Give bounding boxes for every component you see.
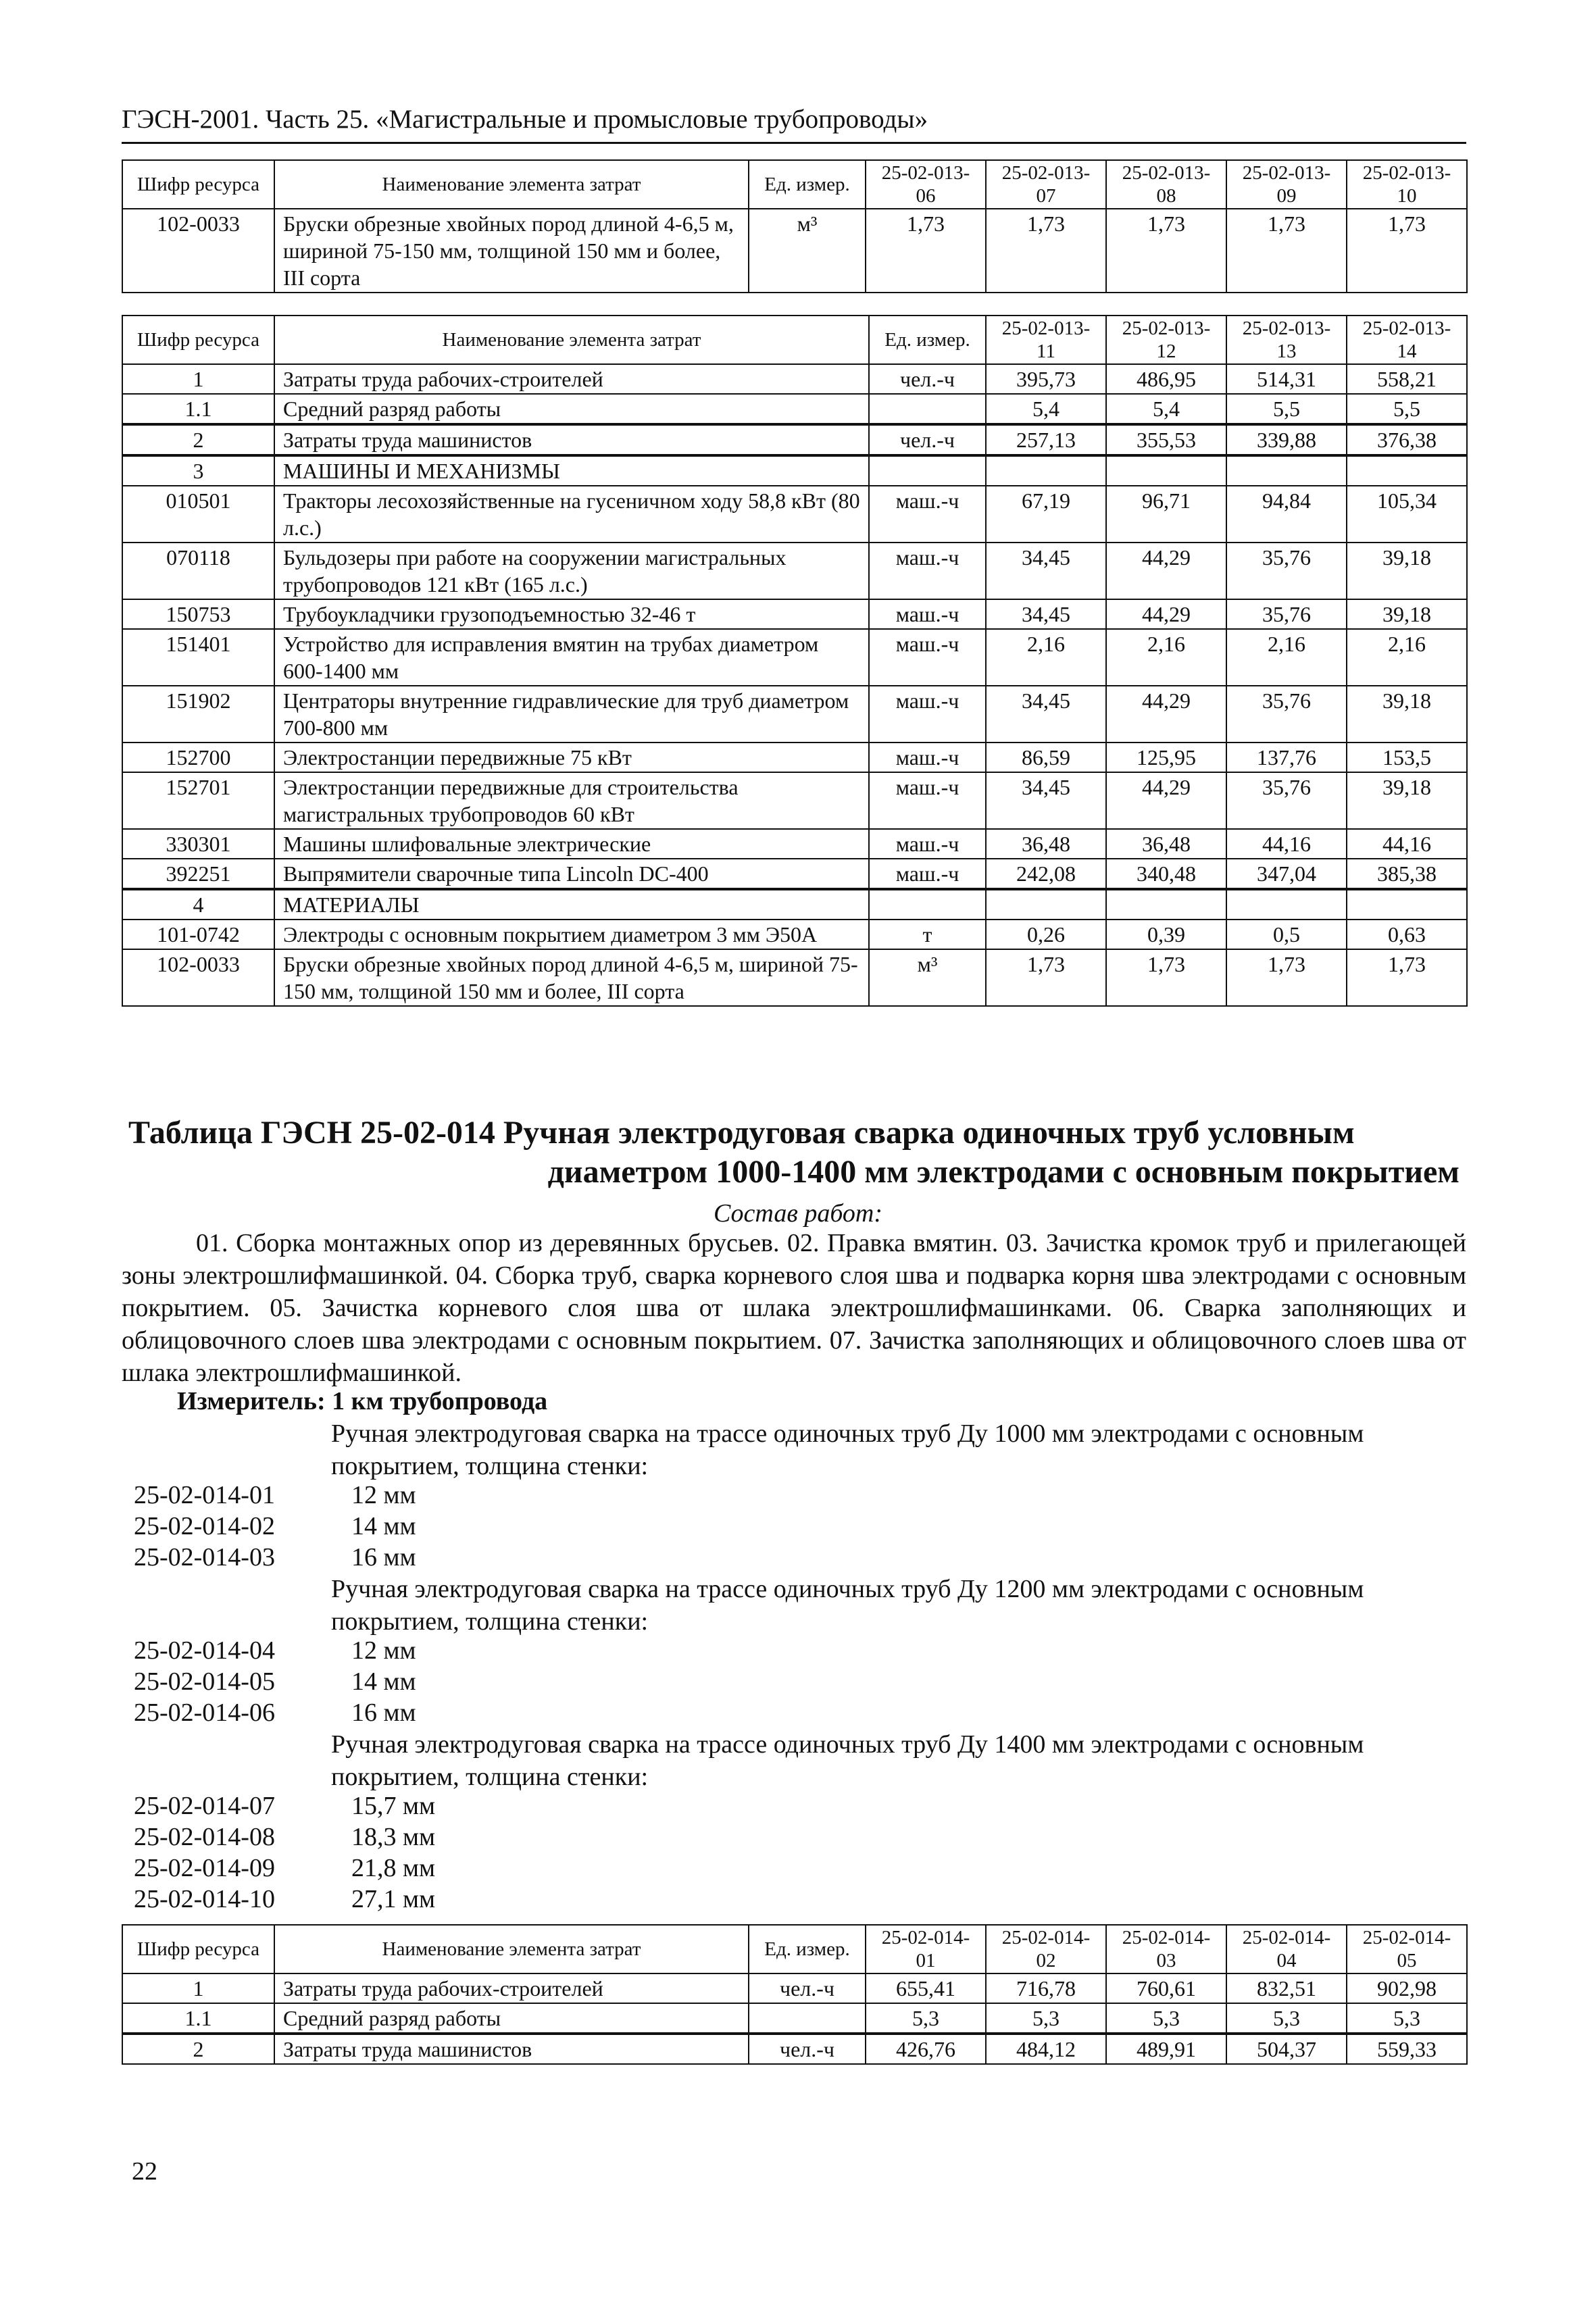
table-row <box>122 209 1467 293</box>
table-row <box>122 486 1467 543</box>
resource-value: 39,18 <box>1347 599 1467 629</box>
resource-value: 489,91 <box>1106 2034 1226 2064</box>
list-item <box>134 1666 416 1697</box>
table-title <box>128 1113 1460 1192</box>
resource-code: 010501 <box>122 486 274 543</box>
page-number: 22 <box>132 2157 157 2186</box>
resource-value: 96,71 <box>1106 486 1226 543</box>
resource-code: 1.1 <box>122 2003 274 2034</box>
resource-unit <box>869 394 986 424</box>
resource-value: 39,18 <box>1347 543 1467 599</box>
resource-code: 2 <box>122 424 274 455</box>
resource-value: 395,73 <box>986 364 1106 394</box>
resource-value: 1,73 <box>1106 949 1226 1006</box>
resource-name: Бруски обрезные хвойных пород длиной 4-6,5 м, шириной 75-150 мм, толщиной 150 мм и более, III сорта <box>274 949 869 1006</box>
resource-value: 2,16 <box>1347 629 1467 686</box>
resource-value <box>986 455 1106 486</box>
resource-value: 39,18 <box>1347 686 1467 743</box>
table-row <box>122 629 1467 686</box>
resource-name: Устройство для исправления вмятин на трубах диаметром 600-1400 мм <box>274 629 869 686</box>
works-heading: Состав работ: <box>713 1199 883 1228</box>
resource-table-013-11-14 <box>122 315 1468 1007</box>
header-code: Шифр ресурса <box>122 160 274 209</box>
table-title-line: диаметром 1000-1400 мм электродами с основным покрытием <box>547 1154 1460 1190</box>
works-description: 01. Сборка монтажных опор из деревянных брусьев. 02. Правка вмятин. 03. Зачистка кромок труб и прилегающей зоны электрошлифмашинкой. 04. Сборка труб, сварка корневого слоя шва и подварка корня шва электродами с основным покрытием. 05. Зачистка корневого слоя шва от шлака электрошлифмашинками. 06. Сварка заполняющих и облицовочного слоев шва электродами с основным покрытием. 07. Зачистка заполняющих и облицовочного слоев шва от шлака электрошлифмашинкой. <box>122 1229 1466 1387</box>
resource-value <box>1106 455 1226 486</box>
resource-code: 151401 <box>122 629 274 686</box>
resource-value: 339,88 <box>1226 424 1347 455</box>
resource-value: 1,73 <box>1347 209 1467 293</box>
resource-value: 105,34 <box>1347 486 1467 543</box>
header-column: 25-02-013-07 <box>986 160 1106 209</box>
resource-unit: маш.-ч <box>869 686 986 743</box>
list-item <box>134 1853 435 1884</box>
table-row <box>122 1973 1467 2003</box>
header-column: 25-02-013-09 <box>1226 160 1347 209</box>
resource-code: 070118 <box>122 543 274 599</box>
item-value: 27,1 мм <box>351 1885 436 1913</box>
resource-value: 44,29 <box>1106 772 1226 829</box>
resource-value: 34,45 <box>986 686 1106 743</box>
resource-value: 137,76 <box>1226 743 1347 772</box>
resource-unit: м³ <box>869 949 986 1006</box>
group-title: Ручная электродуговая сварка на трассе одиночных труб Ду 1000 мм электродами с основным покрытием, толщина стенки: <box>331 1419 1364 1480</box>
header-column: 25-02-013-14 <box>1347 316 1467 364</box>
header-unit: Ед. измер. <box>749 1925 866 1973</box>
resource-code: 101-0742 <box>122 920 274 949</box>
list-item <box>134 1821 435 1853</box>
table-row <box>122 424 1467 455</box>
table-row <box>122 772 1467 829</box>
resource-value: 94,84 <box>1226 486 1347 543</box>
header-name: Наименование элемента затрат <box>274 1925 749 1973</box>
resource-code: 152701 <box>122 772 274 829</box>
resource-value: 125,95 <box>1106 743 1226 772</box>
resource-value <box>1347 889 1467 920</box>
item-value: 14 мм <box>351 1667 416 1696</box>
resource-value: 5,4 <box>986 394 1106 424</box>
resource-unit: маш.-ч <box>869 829 986 859</box>
item-value: 14 мм <box>351 1512 416 1540</box>
resource-value: 1,73 <box>1226 949 1347 1006</box>
resource-unit: чел.-ч <box>869 364 986 394</box>
resource-name: Затраты труда рабочих-строителей <box>274 1973 749 2003</box>
resource-unit: маш.-ч <box>869 543 986 599</box>
header-name: Наименование элемента затрат <box>274 316 869 364</box>
table-row <box>122 859 1467 889</box>
resource-name: Центраторы внутренние гидравлические для труб диаметром 700-800 мм <box>274 686 869 743</box>
header-unit: Ед. измер. <box>749 160 866 209</box>
item-code: 25-02-014-06 <box>134 1699 275 1727</box>
item-value: 21,8 мм <box>351 1854 436 1882</box>
table-row <box>122 2034 1467 2064</box>
resource-value: 5,5 <box>1226 394 1347 424</box>
header-name: Наименование элемента затрат <box>274 160 749 209</box>
list-item <box>134 1542 416 1573</box>
resource-value: 44,29 <box>1106 686 1226 743</box>
resource-value: 39,18 <box>1347 772 1467 829</box>
resource-value: 655,41 <box>866 1973 986 2003</box>
list-item <box>134 1480 416 1511</box>
resource-value: 153,5 <box>1347 743 1467 772</box>
table-row <box>122 743 1467 772</box>
resource-value: 1,73 <box>866 209 986 293</box>
resource-code: 1.1 <box>122 394 274 424</box>
resource-value: 0,63 <box>1347 920 1467 949</box>
item-value: 16 мм <box>351 1543 416 1571</box>
resource-name: Выпрямители сварочные типа Lincoln DC-400 <box>274 859 869 889</box>
resource-name: Машины шлифовальные электрические <box>274 829 869 859</box>
resource-value: 0,5 <box>1226 920 1347 949</box>
resource-value: 385,38 <box>1347 859 1467 889</box>
resource-unit: чел.-ч <box>749 1973 866 2003</box>
resource-code: 151902 <box>122 686 274 743</box>
table-row <box>122 543 1467 599</box>
resource-value <box>1226 889 1347 920</box>
resource-name: Бруски обрезные хвойных пород длиной 4-6,5 м, шириной 75-150 мм, толщиной 150 мм и более, III сорта <box>274 209 749 293</box>
item-code: 25-02-014-01 <box>134 1481 275 1509</box>
table-row <box>122 829 1467 859</box>
item-value: 16 мм <box>351 1699 416 1727</box>
resource-value: 242,08 <box>986 859 1106 889</box>
resource-value: 67,19 <box>986 486 1106 543</box>
resource-unit: маш.-ч <box>869 743 986 772</box>
item-code: 25-02-014-07 <box>134 1792 275 1820</box>
resource-value: 340,48 <box>1106 859 1226 889</box>
resource-value: 1,73 <box>986 209 1106 293</box>
resource-value: 1,73 <box>986 949 1106 1006</box>
header-column: 25-02-014-02 <box>986 1925 1106 1973</box>
resource-value: 504,37 <box>1226 2034 1347 2064</box>
resource-value: 2,16 <box>1226 629 1347 686</box>
resource-code: 4 <box>122 889 274 920</box>
resource-table-014-01-05 <box>122 1924 1468 2065</box>
resource-unit <box>869 889 986 920</box>
resource-name: МАТЕРИАЛЫ <box>274 889 869 920</box>
resource-code: 102-0033 <box>122 209 274 293</box>
table-row <box>122 949 1467 1006</box>
resource-value: 376,38 <box>1347 424 1467 455</box>
item-value: 12 мм <box>351 1636 416 1665</box>
resource-name: Трубоукладчики грузоподъемностью 32-46 т <box>274 599 869 629</box>
list-item <box>134 1790 435 1821</box>
item-value: 18,3 мм <box>351 1823 436 1851</box>
resource-value: 5,4 <box>1106 394 1226 424</box>
resource-value: 559,33 <box>1347 2034 1467 2064</box>
resource-name: Электроды с основным покрытием диаметром 3 мм Э50А <box>274 920 869 949</box>
table-row <box>122 364 1467 394</box>
resource-value: 34,45 <box>986 772 1106 829</box>
resource-value: 486,95 <box>1106 364 1226 394</box>
resource-value <box>1226 455 1347 486</box>
item-code: 25-02-014-08 <box>134 1823 275 1851</box>
table-row <box>122 2003 1467 2034</box>
resource-name: МАШИНЫ И МЕХАНИЗМЫ <box>274 455 869 486</box>
resource-name: Средний разряд работы <box>274 394 869 424</box>
header-column: 25-02-014-05 <box>1347 1925 1467 1973</box>
resource-value: 5,3 <box>866 2003 986 2034</box>
resource-code: 1 <box>122 364 274 394</box>
resource-value: 5,3 <box>1106 2003 1226 2034</box>
resource-value: 5,3 <box>986 2003 1106 2034</box>
list-item <box>134 1635 416 1666</box>
resource-name: Бульдозеры при работе на сооружении магистральных трубопроводов 121 кВт (165 л.с.) <box>274 543 869 599</box>
table-row <box>122 889 1467 920</box>
resource-name: Затраты труда рабочих-строителей <box>274 364 869 394</box>
resource-value: 35,76 <box>1226 543 1347 599</box>
resource-value: 35,76 <box>1226 772 1347 829</box>
resource-value: 2,16 <box>1106 629 1226 686</box>
item-value: 12 мм <box>351 1481 416 1509</box>
item-code: 25-02-014-04 <box>134 1636 275 1665</box>
resource-code: 3 <box>122 455 274 486</box>
resource-code: 392251 <box>122 859 274 889</box>
item-code: 25-02-014-10 <box>134 1885 275 1913</box>
list-item <box>134 1697 416 1728</box>
resource-code: 150753 <box>122 599 274 629</box>
resource-unit: м³ <box>749 209 866 293</box>
resource-name: Средний разряд работы <box>274 2003 749 2034</box>
resource-value: 0,39 <box>1106 920 1226 949</box>
item-value: 15,7 мм <box>351 1792 436 1820</box>
resource-value: 1,73 <box>1347 949 1467 1006</box>
resource-code: 2 <box>122 2034 274 2064</box>
resource-value: 35,76 <box>1226 686 1347 743</box>
item-code: 25-02-014-03 <box>134 1543 275 1571</box>
resource-unit <box>869 455 986 486</box>
header-code: Шифр ресурса <box>122 1925 274 1973</box>
resource-value: 484,12 <box>986 2034 1106 2064</box>
group-title: Ручная электродуговая сварка на трассе одиночных труб Ду 1200 мм электродами с основным покрытием, толщина стенки: <box>331 1575 1364 1636</box>
item-code: 25-02-014-05 <box>134 1667 275 1696</box>
resource-name: Электростанции передвижные 75 кВт <box>274 743 869 772</box>
resource-value: 1,73 <box>1226 209 1347 293</box>
resource-name: Затраты труда машинистов <box>274 424 869 455</box>
header-code: Шифр ресурса <box>122 316 274 364</box>
resource-table-013-06-10 <box>122 159 1468 293</box>
resource-value: 34,45 <box>986 599 1106 629</box>
resource-value: 44,29 <box>1106 543 1226 599</box>
meter-unit: Измеритель: 1 км трубопровода <box>177 1387 548 1415</box>
resource-value: 0,26 <box>986 920 1106 949</box>
resource-value: 832,51 <box>1226 1973 1347 2003</box>
group-title: Ручная электродуговая сварка на трассе одиночных труб Ду 1400 мм электродами с основным покрытием, толщина стенки: <box>331 1730 1364 1791</box>
resource-value <box>1106 889 1226 920</box>
resource-name: Затраты труда машинистов <box>274 2034 749 2064</box>
resource-value: 5,3 <box>1226 2003 1347 2034</box>
resource-value <box>986 889 1106 920</box>
resource-value: 5,5 <box>1347 394 1467 424</box>
header-column: 25-02-013-08 <box>1106 160 1226 209</box>
list-item <box>134 1511 416 1542</box>
resource-value: 35,76 <box>1226 599 1347 629</box>
resource-value: 355,53 <box>1106 424 1226 455</box>
table-row <box>122 920 1467 949</box>
resource-unit: чел.-ч <box>749 2034 866 2064</box>
resource-unit <box>749 2003 866 2034</box>
header-column: 25-02-014-01 <box>866 1925 986 1973</box>
resource-name: Электростанции передвижные для строительства магистральных трубопроводов 60 кВт <box>274 772 869 829</box>
resource-code: 152700 <box>122 743 274 772</box>
resource-value: 5,3 <box>1347 2003 1467 2034</box>
header-column: 25-02-013-13 <box>1226 316 1347 364</box>
resource-value: 426,76 <box>866 2034 986 2064</box>
resource-unit: т <box>869 920 986 949</box>
resource-unit: маш.-ч <box>869 486 986 543</box>
header-column: 25-02-014-04 <box>1226 1925 1347 1973</box>
table-row <box>122 599 1467 629</box>
running-header: ГЭСН-2001. Часть 25. «Магистральные и промысловые трубопроводы» <box>122 103 1466 144</box>
resource-value: 902,98 <box>1347 1973 1467 2003</box>
header-unit: Ед. измер. <box>869 316 986 364</box>
resource-value: 44,16 <box>1347 829 1467 859</box>
resource-value <box>1347 455 1467 486</box>
resource-value: 36,48 <box>986 829 1106 859</box>
header-column: 25-02-013-11 <box>986 316 1106 364</box>
list-item <box>134 1884 435 1915</box>
resource-value: 44,29 <box>1106 599 1226 629</box>
header-column: 25-02-014-03 <box>1106 1925 1226 1973</box>
resource-value: 36,48 <box>1106 829 1226 859</box>
resource-name: Тракторы лесохозяйственные на гусеничном ходу 58,8 кВт (80 л.с.) <box>274 486 869 543</box>
resource-unit: маш.-ч <box>869 629 986 686</box>
resource-value: 558,21 <box>1347 364 1467 394</box>
header-column: 25-02-013-10 <box>1347 160 1467 209</box>
table-title-line: Таблица ГЭСН 25-02-014 Ручная электродуговая сварка одиночных труб условным <box>128 1115 1355 1151</box>
resource-value: 514,31 <box>1226 364 1347 394</box>
resource-code: 1 <box>122 1973 274 2003</box>
resource-code: 102-0033 <box>122 949 274 1006</box>
resource-unit: маш.-ч <box>869 772 986 829</box>
resource-value: 347,04 <box>1226 859 1347 889</box>
resource-value: 44,16 <box>1226 829 1347 859</box>
resource-value: 86,59 <box>986 743 1106 772</box>
resource-code: 330301 <box>122 829 274 859</box>
resource-unit: маш.-ч <box>869 599 986 629</box>
resource-value: 257,13 <box>986 424 1106 455</box>
resource-value: 34,45 <box>986 543 1106 599</box>
table-row <box>122 394 1467 424</box>
table-row <box>122 686 1467 743</box>
table-row <box>122 455 1467 486</box>
resource-value: 716,78 <box>986 1973 1106 2003</box>
resource-unit: чел.-ч <box>869 424 986 455</box>
resource-unit: маш.-ч <box>869 859 986 889</box>
resource-value: 1,73 <box>1106 209 1226 293</box>
item-code: 25-02-014-02 <box>134 1512 275 1540</box>
resource-value: 2,16 <box>986 629 1106 686</box>
resource-value: 760,61 <box>1106 1973 1226 2003</box>
header-column: 25-02-013-06 <box>866 160 986 209</box>
header-column: 25-02-013-12 <box>1106 316 1226 364</box>
item-code: 25-02-014-09 <box>134 1854 275 1882</box>
